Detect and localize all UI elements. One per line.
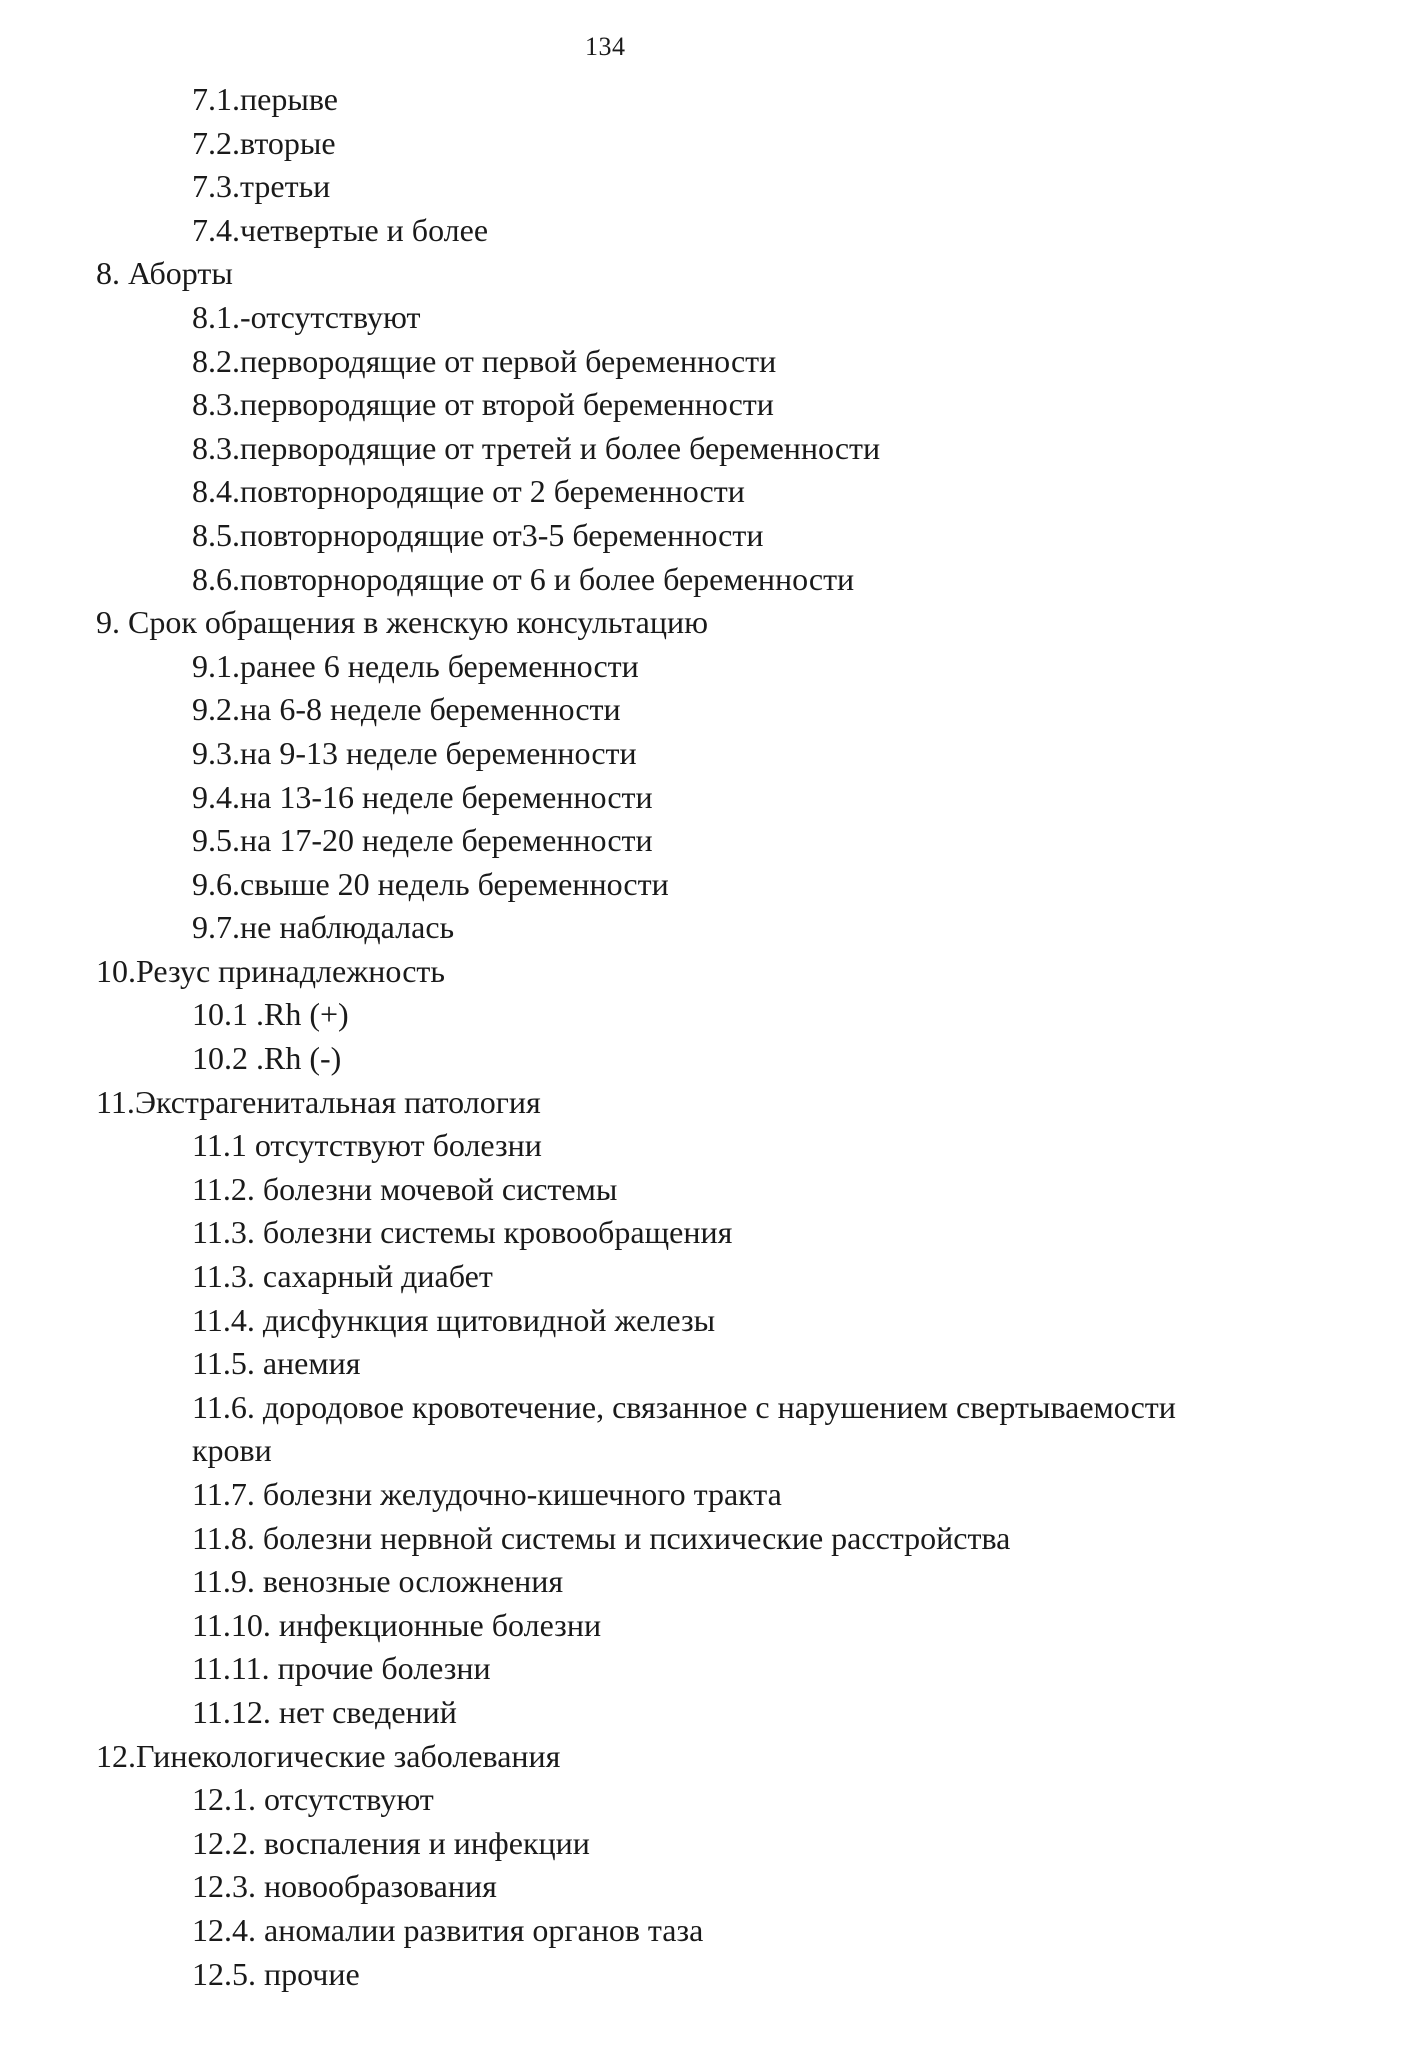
- list-item: 10.2 .Rh (-): [192, 1040, 342, 1077]
- list-item: 11.10. инфекционные болезни: [192, 1606, 602, 1643]
- list-item: 11.5. анемия: [192, 1345, 361, 1382]
- list-item: 9.6.свыше 20 недель беременности: [192, 865, 669, 902]
- list-item: 9.2.на 6-8 неделе беременности: [192, 691, 621, 728]
- list-item: 7.1.перыве: [192, 81, 338, 117]
- list-item: 8.2.первородящие от первой беременности: [192, 342, 777, 379]
- list-item: 12.1. отсутствуют: [192, 1781, 434, 1818]
- section-heading: 10.Резус принадлежность: [96, 952, 445, 989]
- list-item: 8.3.первородящие от третей и более беременности: [192, 429, 881, 466]
- list-item: 11.6. дородовое кровотечение, связанное с нарушением свертываемости: [192, 1388, 1176, 1425]
- section-heading: 11.Экстрагенитальная патология: [96, 1083, 541, 1120]
- list-item: 9.7.не наблюдалась: [192, 909, 455, 946]
- list-item: 11.1 отсутствуют болезни: [192, 1127, 542, 1164]
- list-item: 12.2. воспаления и инфекции: [192, 1824, 590, 1861]
- list-item: 10.1 .Rh (+): [192, 996, 349, 1033]
- section-heading: 9. Срок обращения в женскую консультацию: [96, 604, 709, 641]
- list-item: 11.2. болезни мочевой системы: [192, 1170, 618, 1207]
- list-item: 11.4. дисфункция щитовидной железы: [192, 1301, 716, 1338]
- list-item: 11.12. нет сведений: [192, 1693, 457, 1730]
- list-item: 7.3.третьи: [192, 168, 331, 205]
- list-item: 9.4.на 13-16 неделе беременности: [192, 778, 653, 815]
- list-item: 7.4.четвертые и более: [192, 211, 489, 248]
- page-number: 134: [585, 32, 626, 61]
- list-item: 11.8. болезни нервной системы и психические расстройства: [192, 1519, 1011, 1556]
- list-item: 12.3. новообразования: [192, 1868, 497, 1905]
- list-item: 11.11. прочие болезни: [192, 1650, 491, 1687]
- list-item: 8.1.-отсутствуют: [192, 298, 421, 335]
- list-item: 11.9. венозные осложнения: [192, 1563, 564, 1600]
- list-item: 12.4. аномалии развития органов таза: [192, 1911, 704, 1948]
- list-item: 9.5.на 17-20 неделе беременности: [192, 822, 653, 859]
- list-item: 12.5. прочие: [192, 1955, 360, 1992]
- section-heading: 8. Аборты: [96, 255, 233, 292]
- list-item: 8.5.повторнородящие от3-5 беременности: [192, 516, 764, 553]
- list-item: 11.3. сахарный диабет: [192, 1258, 493, 1295]
- list-item: 9.3.на 9-13 неделе беременности: [192, 734, 637, 771]
- list-item: 8.4.повторнородящие от 2 беременности: [192, 473, 745, 510]
- list-item: 11.7. болезни желудочно-кишечного тракта: [192, 1476, 782, 1512]
- list-item: 9.1.ранее 6 недель беременности: [192, 647, 639, 684]
- list-item: 8.6.повторнородящие от 6 и более беременности: [192, 560, 855, 597]
- list-item: 7.2.вторые: [192, 124, 336, 161]
- section-heading: 12.Гинекологические заболевания: [96, 1737, 561, 1774]
- list-item-continuation: крови: [192, 1432, 272, 1469]
- document-body: [0, 78, 1411, 1996]
- list-item: 11.3. болезни системы кровообращения: [192, 1214, 733, 1251]
- list-item: 8.3.первородящие от второй беременности: [192, 386, 774, 423]
